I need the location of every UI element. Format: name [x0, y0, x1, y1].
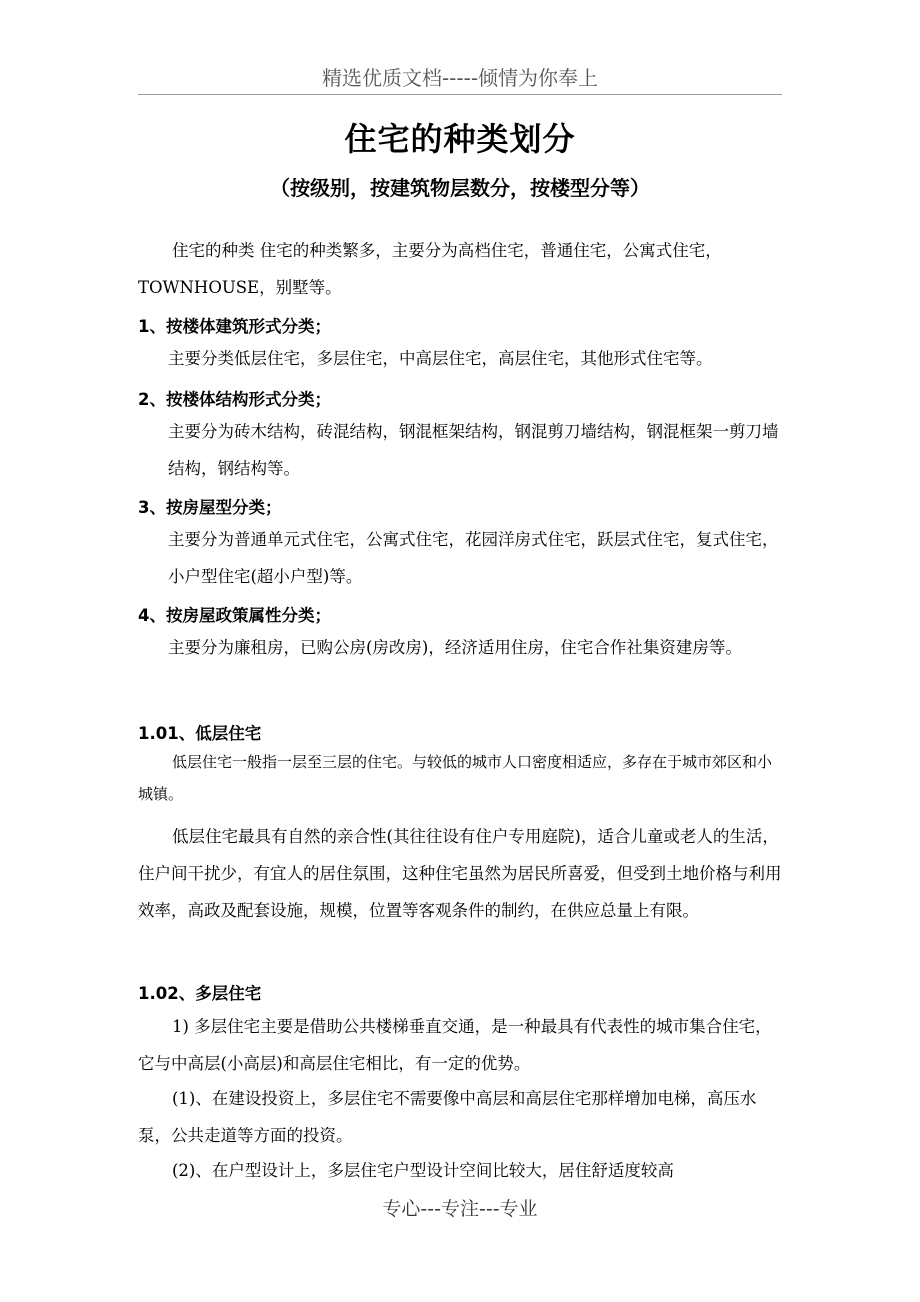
section-4-body: 主要分为廉租房，已购公房(房改房)，经济适用住房，住宅合作社集资建房等。 — [168, 638, 742, 657]
section-3-body: 主要分为普通单元式住宅，公寓式住宅，花园洋房式住宅，跃层式住宅，复式住宅，小户型住宅(超小户型)等。 — [168, 530, 779, 586]
page-subtitle: （按级别，按建筑物层数分，按楼型分等） — [270, 176, 650, 200]
low-rise-paragraph-2: 低层住宅最具有自然的亲合性(其往往设有住户专用庭院)，适合儿童或老人的生活，住户间干扰少，有宜人的居住氛围，这种住宅虽然为居民所喜爱，但受到土地价格与利用效率，高政及配套设施，规模，位置等客观条件的制约，在供应总量上有限。 — [138, 827, 782, 920]
multi-rise-paragraph-2: (1)、在建设投资上，多层住宅不需要像中高层和高层住宅那样增加电梯，高压水泵，公共走道等方面的投资。 — [138, 1089, 757, 1145]
page-title: 住宅的种类划分 — [344, 120, 576, 158]
section-3-heading: 3、按房屋型分类； — [138, 498, 282, 517]
multi-rise-heading: 1.02、多层住宅 — [138, 984, 262, 1003]
section-4-heading: 4、按房屋政策属性分类； — [138, 606, 331, 625]
page-footer: 专心---专注---专业 — [382, 1198, 538, 1220]
page-header: 精选优质文档-----倾情为你奉上 — [321, 66, 599, 90]
low-rise-heading: 1.01、低层住宅 — [138, 724, 262, 743]
section-1-body: 主要分类低层住宅，多层住宅，中高层住宅，高层住宅，其他形式住宅等。 — [168, 349, 713, 368]
section-1-heading: 1、按楼体建筑形式分类； — [138, 317, 331, 336]
section-2-body: 主要分为砖木结构，砖混结构，钢混框架结构，钢混剪刀墙结构，钢混框架一剪刀墙结构，钢结构等。 — [168, 422, 779, 478]
low-rise-paragraph-1: 低层住宅一般指一层至三层的住宅。与较低的城市人口密度相适应，多存在于城市郊区和小城镇。 — [138, 753, 773, 803]
multi-rise-paragraph-1: 1) 多层住宅主要是借助公共楼梯垂直交通，是一种最具有代表性的城市集合住宅，它与中高层(小高层)和高层住宅相比，有一定的优势。 — [138, 1017, 772, 1073]
header-divider — [138, 94, 782, 95]
intro-paragraph: 住宅的种类 住宅的种类繁多，主要分为高档住宅，普通住宅，公寓式住宅，TOWNHOUSE，别墅等。 — [138, 241, 722, 297]
section-2-heading: 2、按楼体结构形式分类； — [138, 390, 331, 409]
multi-rise-paragraph-3: (2)、在户型设计上，多层住宅户型设计空间比较大，居住舒适度较高 — [172, 1161, 674, 1180]
